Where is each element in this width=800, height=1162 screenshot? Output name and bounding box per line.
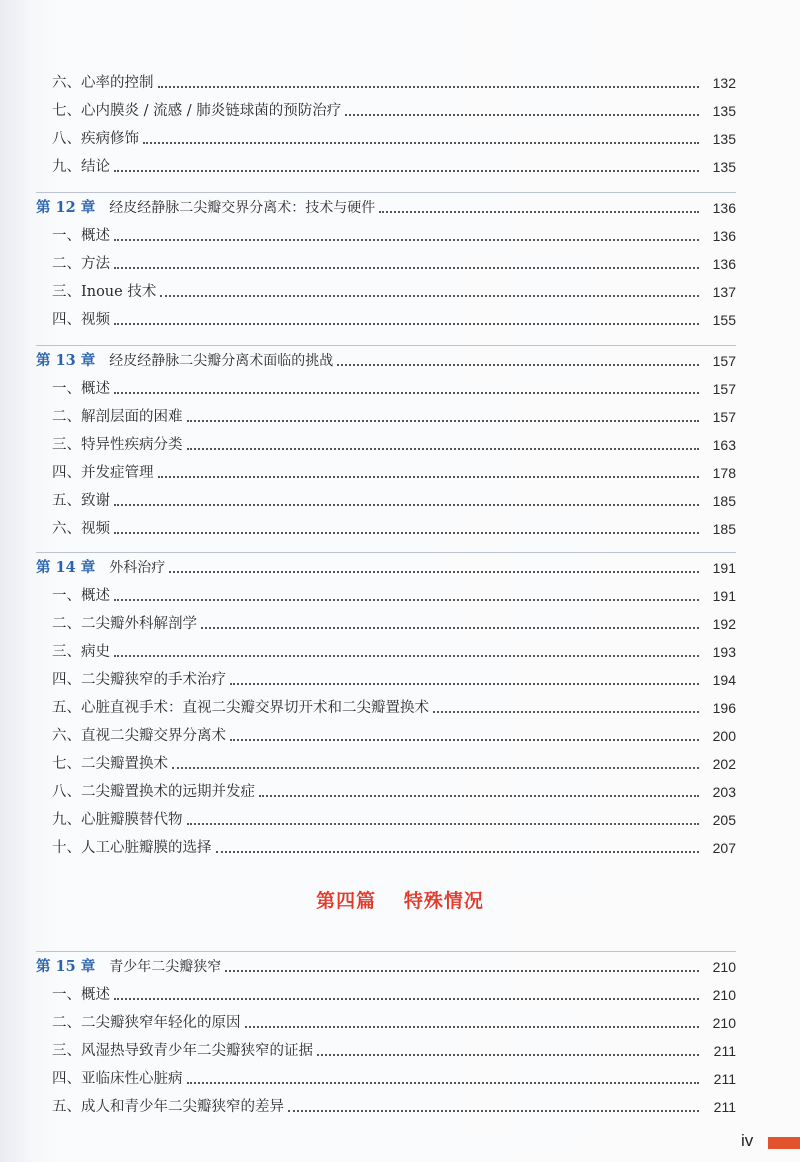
toc-entry-title: 七、心内膜炎 / 流感 / 肺炎链球菌的预防治疗 — [52, 103, 342, 119]
toc-section-entry[interactable] — [0, 609, 800, 633]
toc-section-entry[interactable] — [0, 833, 800, 857]
toc-page-number: 210 — [712, 959, 736, 975]
chapter-title: 青少年二尖瓣狭窄 — [109, 959, 222, 975]
toc-page-number: 205 — [712, 812, 736, 828]
toc-section-entry[interactable] — [0, 277, 800, 301]
toc-page-number: 157 — [712, 381, 736, 397]
toc-page-number: 135 — [712, 159, 736, 175]
toc-page-number: 211 — [713, 1071, 736, 1087]
chapter-number: 第 12 章 — [36, 199, 96, 216]
toc-entry-title: 三、Inoue 技术 — [52, 284, 157, 300]
dot-leader — [172, 767, 699, 769]
toc-chapter-entry[interactable] — [0, 553, 800, 577]
toc-entry-title: 三、病史 — [52, 644, 110, 660]
toc-entry-title: 二、方法 — [52, 256, 110, 272]
toc-entry-title: 九、结论 — [52, 159, 110, 175]
dot-leader — [317, 1054, 699, 1056]
toc-page-number: 200 — [712, 728, 736, 744]
toc-entry-title: 五、致谢 — [52, 493, 110, 509]
toc-page-number: 191 — [712, 560, 736, 576]
page-number: iv — [741, 1131, 754, 1150]
toc-section-entry[interactable] — [0, 980, 800, 1004]
toc-entry-title — [0, 199, 375, 217]
toc-page-number: 211 — [713, 1043, 736, 1059]
toc-entry-title: 九、心脏瓣膜替代物 — [52, 812, 183, 828]
toc-page-number: 202 — [712, 756, 736, 772]
toc-entry-title — [0, 559, 165, 577]
toc-entry-title: 十、人工心脏瓣膜的选择 — [52, 840, 212, 856]
toc-page-number: 136 — [712, 228, 736, 244]
dot-leader — [187, 420, 700, 422]
toc-page-number: 192 — [712, 616, 736, 632]
toc-page-number: 210 — [712, 987, 736, 1003]
toc-section-entry[interactable] — [0, 1008, 800, 1032]
toc-entry-title: 四、二尖瓣狭窄的手术治疗 — [52, 672, 226, 688]
chapter-title: 经皮经静脉二尖瓣交界分离术：技术与硬件 — [109, 200, 376, 216]
chapter-number: 第 13 章 — [36, 352, 96, 369]
toc-section-entry[interactable] — [0, 514, 800, 538]
dot-leader — [201, 627, 699, 629]
toc-page-number: 185 — [712, 521, 736, 537]
toc-section-entry[interactable] — [0, 96, 800, 120]
dot-leader — [114, 392, 699, 394]
toc-entry-title: 四、并发症管理 — [52, 465, 154, 481]
toc-entry-title: 二、二尖瓣狭窄年轻化的原因 — [52, 1015, 241, 1031]
toc-entry-title: 四、亚临床性心脏病 — [52, 1071, 183, 1087]
dot-leader — [160, 295, 699, 297]
toc-entry-title: 一、概述 — [52, 228, 110, 244]
toc-page-number: 194 — [712, 672, 736, 688]
toc-section-entry[interactable] — [0, 1064, 800, 1088]
part-title: 特殊情况 — [403, 890, 484, 912]
toc-section-entry[interactable] — [0, 1092, 800, 1116]
toc-entry-title: 七、二尖瓣置换术 — [52, 756, 168, 772]
dot-leader — [259, 795, 699, 797]
toc-entry-title: 五、成人和青少年二尖瓣狭窄的差异 — [52, 1099, 284, 1115]
toc-entry-title: 一、概述 — [52, 381, 110, 397]
toc-section-entry[interactable] — [0, 749, 800, 773]
toc-section-entry[interactable] — [0, 1036, 800, 1060]
toc-page-number: 157 — [712, 409, 736, 425]
dot-leader — [187, 823, 700, 825]
toc-section-entry[interactable] — [0, 402, 800, 426]
part-label: 第四篇 — [316, 890, 377, 912]
page-edge-tab — [768, 1137, 800, 1149]
dot-leader — [114, 532, 699, 534]
toc-page-number: 155 — [712, 312, 736, 328]
dot-leader — [114, 504, 699, 506]
chapter-number: 第 15 章 — [36, 958, 96, 975]
dot-leader — [379, 211, 699, 213]
chapter-title: 外科治疗 — [109, 560, 166, 576]
toc-section-entry[interactable] — [0, 430, 800, 454]
toc-page-number: 163 — [712, 437, 736, 453]
toc-page-number: 137 — [712, 284, 736, 300]
toc-entry-title: 六、心率的控制 — [52, 75, 154, 91]
toc-section-entry[interactable] — [0, 637, 800, 661]
toc-section-entry[interactable] — [0, 581, 800, 605]
toc-section-entry[interactable] — [0, 221, 800, 245]
dot-leader — [345, 114, 699, 116]
toc-entry-title — [0, 958, 221, 976]
toc-section-entry[interactable] — [0, 693, 800, 717]
toc-section-entry[interactable] — [0, 721, 800, 745]
toc-section-entry[interactable] — [0, 152, 800, 176]
toc-page-number: 193 — [712, 644, 736, 660]
toc-chapter-entry[interactable] — [0, 193, 800, 217]
toc-section-entry[interactable] — [0, 486, 800, 510]
dot-leader — [216, 851, 700, 853]
toc-page-number: 196 — [712, 700, 736, 716]
toc-entry-title: 六、直视二尖瓣交界分离术 — [52, 728, 226, 744]
dot-leader — [114, 599, 699, 601]
toc-entry-title: 四、视频 — [52, 312, 110, 328]
dot-leader — [288, 1110, 699, 1112]
part-heading — [0, 886, 800, 913]
toc-page-number: 211 — [713, 1099, 736, 1115]
toc-entry-title: 三、特异性疾病分类 — [52, 437, 183, 453]
dot-leader — [225, 970, 699, 972]
toc-page-number: 191 — [712, 588, 736, 604]
toc-entry-title: 六、视频 — [52, 521, 110, 537]
dot-leader — [433, 711, 699, 713]
toc-page-number: 210 — [712, 1015, 736, 1031]
toc-page-number: 132 — [712, 75, 736, 91]
toc-section-entry[interactable] — [0, 124, 800, 148]
toc-section-entry[interactable] — [0, 777, 800, 801]
dot-leader — [187, 1082, 700, 1084]
dot-leader — [187, 448, 700, 450]
dot-leader — [143, 142, 699, 144]
chapter-title: 经皮经静脉二尖瓣分离术面临的挑战 — [109, 353, 334, 369]
toc-chapter-entry[interactable] — [0, 346, 800, 370]
dot-leader — [337, 364, 699, 366]
toc-entry-title: 八、二尖瓣置换术的远期并发症 — [52, 784, 255, 800]
dot-leader — [230, 739, 699, 741]
toc-page-number: 207 — [712, 840, 736, 856]
dot-leader — [114, 655, 699, 657]
toc-section-entry[interactable] — [0, 374, 800, 398]
toc-section-entry[interactable] — [0, 68, 800, 92]
dot-leader — [169, 571, 699, 573]
toc-chapter-entry[interactable] — [0, 952, 800, 976]
toc-section-entry[interactable] — [0, 665, 800, 689]
dot-leader — [114, 267, 699, 269]
toc-page-number: 185 — [712, 493, 736, 509]
dot-leader — [245, 1026, 700, 1028]
dot-leader — [158, 86, 700, 88]
toc-entry-title: 二、解剖层面的困难 — [52, 409, 183, 425]
toc-page-number: 135 — [712, 103, 736, 119]
dot-leader — [114, 323, 699, 325]
toc-section-entry[interactable] — [0, 305, 800, 329]
toc-page-number: 203 — [712, 784, 736, 800]
toc-entry-title: 一、概述 — [52, 588, 110, 604]
dot-leader — [114, 998, 699, 1000]
toc-page-number: 178 — [712, 465, 736, 481]
toc-entry-title: 八、疾病修饰 — [52, 131, 139, 147]
chapter-number: 第 14 章 — [36, 559, 96, 576]
dot-leader — [158, 476, 700, 478]
toc-section-entry[interactable] — [0, 458, 800, 482]
toc-section-entry[interactable] — [0, 249, 800, 273]
toc-page-number: 136 — [712, 256, 736, 272]
toc-page-number: 136 — [712, 200, 736, 216]
dot-leader — [230, 683, 699, 685]
dot-leader — [114, 170, 699, 172]
dot-leader — [114, 239, 699, 241]
toc-section-entry[interactable] — [0, 805, 800, 829]
toc-entry-title — [0, 352, 333, 370]
toc-entry-title: 三、风湿热导致青少年二尖瓣狭窄的证据 — [52, 1043, 313, 1059]
toc-entry-title: 五、心脏直视手术：直视二尖瓣交界切开术和二尖瓣置换术 — [52, 700, 429, 716]
toc-page-number: 135 — [712, 131, 736, 147]
toc-page-number: 157 — [712, 353, 736, 369]
toc-entry-title: 一、概述 — [52, 987, 110, 1003]
toc-entry-title: 二、二尖瓣外科解剖学 — [52, 616, 197, 632]
